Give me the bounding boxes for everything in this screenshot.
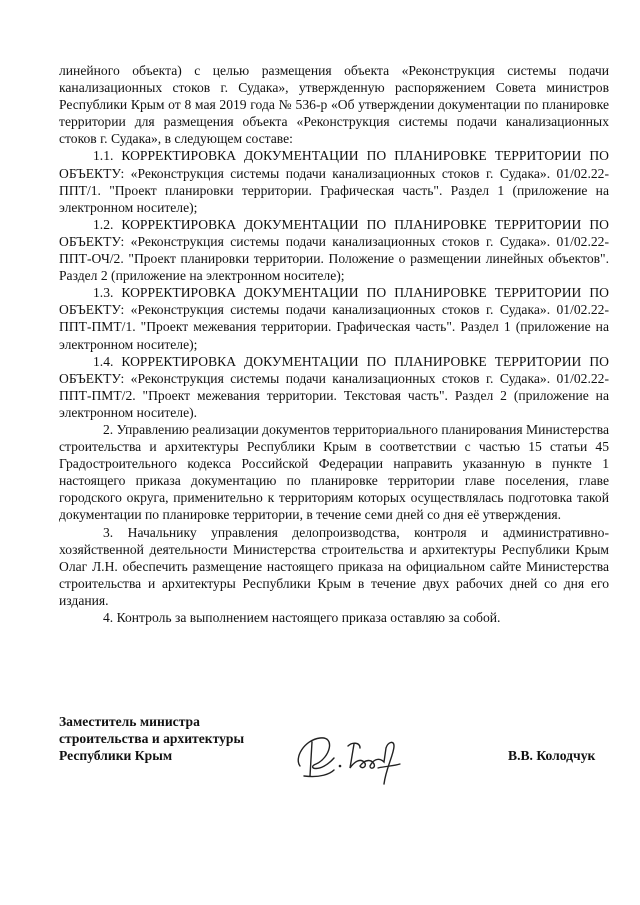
item-3: 3. Начальнику управления делопроизводства, контроля и административно-хозяйственной деятельности Министерства строительства и архитектуры Республики Крым Олаг Л.Н. обеспечить размещение настоящего приказа на официальном сайте Министерства строительства и архитектуры Республики Крым в течение двух рабочих дней со дня его издания. [59, 524, 609, 608]
signatory-title [59, 713, 244, 764]
order-body [59, 62, 609, 626]
item-4: 4. Контроль за выполнением настоящего приказа оставляю за собой. [103, 610, 501, 625]
item-1-1: 1.1. КОРРЕКТИРОВКА ДОКУМЕНТАЦИИ ПО ПЛАНИРОВКЕ ТЕРРИТОРИИ ПО ОБЪЕКТУ: «Реконструкция системы подачи канализационных стоков г. Судака». 01/02.22-ППТ/1. "Проект планировки территории. Графическая часть". Раздел 1 (приложение на электронном носителе); [59, 148, 609, 215]
handwritten-signature-icon [290, 718, 410, 788]
item-1-3: 1.3. КОРРЕКТИРОВКА ДОКУМЕНТАЦИИ ПО ПЛАНИРОВКЕ ТЕРРИТОРИИ ПО ОБЪЕКТУ: «Реконструкция системы подачи канализационных стоков г. Судака». 01/02.22-ППТ-ПМТ/1. "Проект межевания территории. Графическая часть". Раздел 1 (приложение на электронном носителе); [59, 285, 609, 352]
item-2: 2. Управлению реализации документов территориального планирования Министерства строительства и архитектуры Республики Крым в соответствии с частью 15 статьи 45 Градостроительного кодекса Российской Федерации направить указанную в пункте 1 настоящего приказа документацию по планировке территории главе поселения, главе городского округа, применительно к территориям которых осуществлялась подготовка такой документации по планировке территории, в течение семи дней со дня её утверждения. [59, 421, 609, 523]
signatory-name: В.В. Колодчук [508, 748, 596, 763]
item-1-4: 1.4. КОРРЕКТИРОВКА ДОКУМЕНТАЦИИ ПО ПЛАНИРОВКЕ ТЕРРИТОРИИ ПО ОБЪЕКТУ: «Реконструкция системы подачи канализационных стоков г. Судака». 01/02.22-ППТ-ПМТ/2. "Проект межевания территории. Текстовая часть". Раздел 2 (приложение на электронном носителе). [59, 353, 609, 420]
signatory-title-line-2: строительства и архитектуры [59, 731, 245, 746]
item-1-2: 1.2. КОРРЕКТИРОВКА ДОКУМЕНТАЦИИ ПО ПЛАНИРОВКЕ ТЕРРИТОРИИ ПО ОБЪЕКТУ: «Реконструкция системы подачи канализационных стоков г. Судака». 01/02.22-ППТ-ОЧ/2. "Проект планировки территории. Положение о размещении линейных объектов". Раздел 2 (приложение на электронном носителе); [59, 216, 609, 284]
signatory-title-line-3: Республики Крым [59, 748, 173, 763]
signatory-title-line-1: Заместитель министра [59, 714, 200, 729]
intro-paragraph: линейного объекта) с целью размещения объекта «Реконструкция системы подачи канализационных стоков г. Судака», утвержденную распоряжением Совета министров Республики Крым от 8 мая 2019 года № 536-р «Об утверждении документации по планировке территории для размещения объекта «Реконструкция системы подачи канализационных стоков г. Судака», в следующем составе: [59, 63, 609, 147]
